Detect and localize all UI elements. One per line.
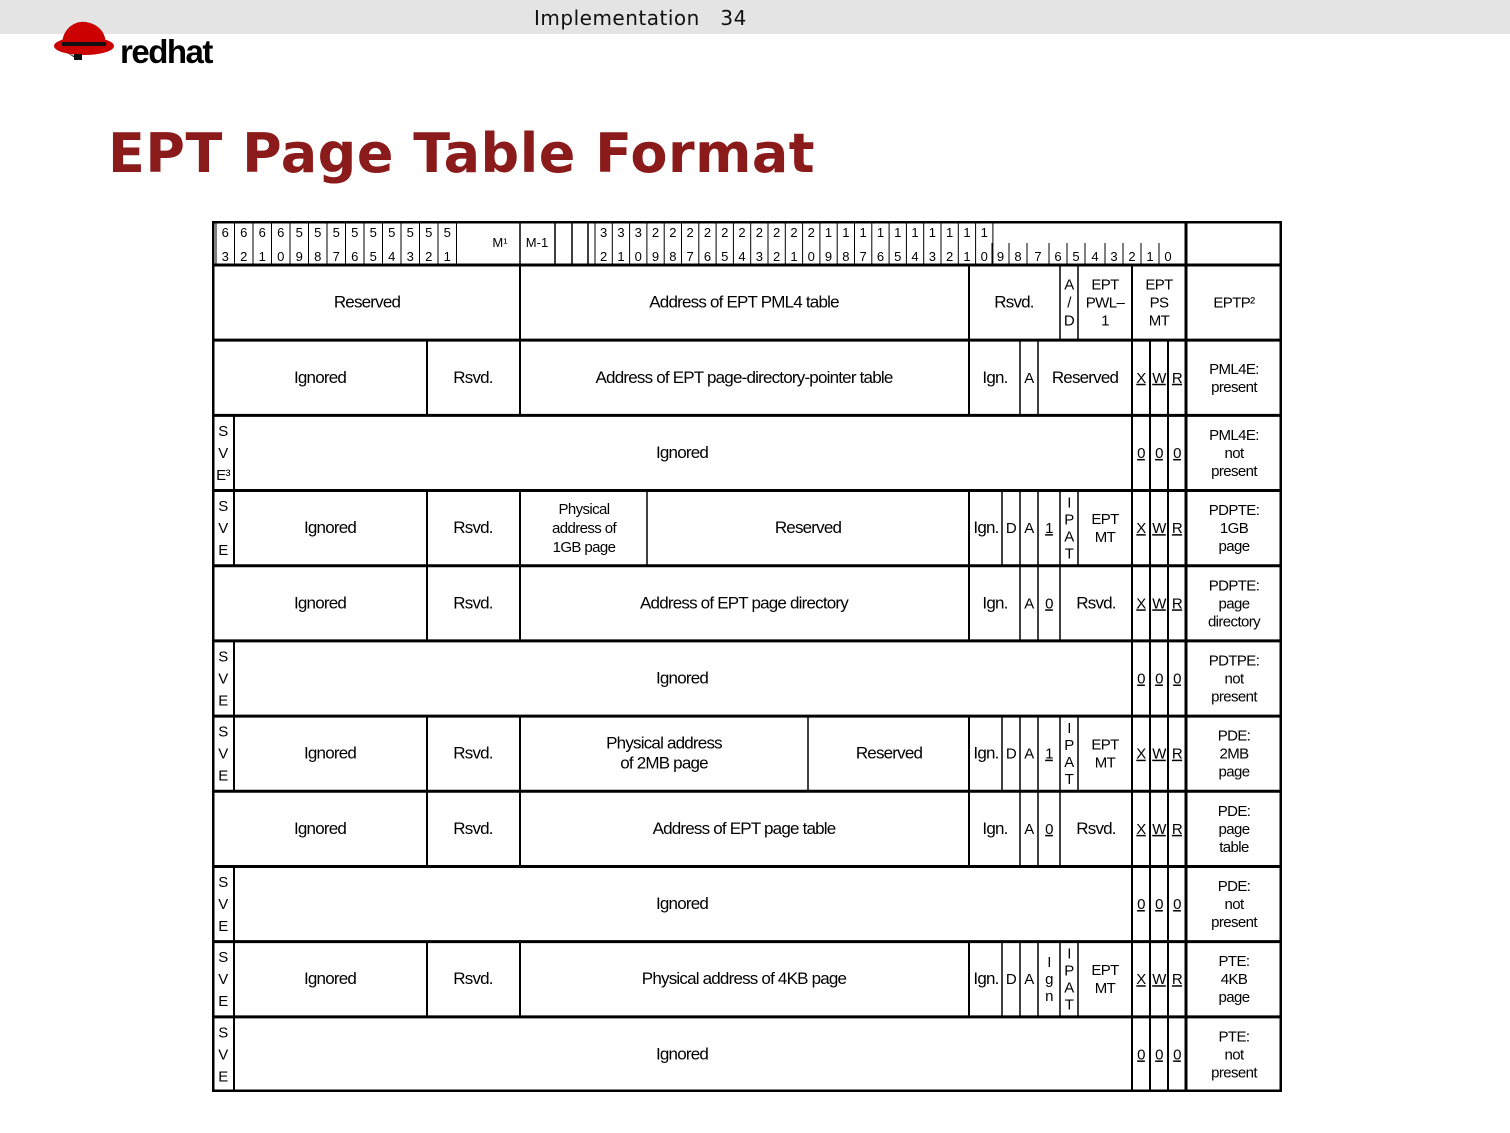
bit-number: 6 0 xyxy=(277,225,285,264)
bit-zero: 0 xyxy=(1137,670,1145,688)
ignored-field: Ignored xyxy=(655,668,709,688)
ept-format-diagram xyxy=(212,221,1282,1092)
execute-bit: X xyxy=(1136,745,1146,763)
bit-zero: 0 xyxy=(1173,444,1181,462)
bit-number: 1 7 xyxy=(859,225,867,264)
execute-bit: X xyxy=(1136,520,1146,538)
bit-zero: 0 xyxy=(1155,896,1163,914)
rsvd-field: Rsvd. xyxy=(453,743,493,763)
dirty-bit: D xyxy=(1005,520,1017,538)
bit-number: 2 0 xyxy=(807,225,815,264)
bit-number: 2 9 xyxy=(651,225,660,264)
execute-bit: X xyxy=(1136,595,1146,613)
rsvd-field: Rsvd. xyxy=(994,292,1034,312)
bit-number: 2 7 xyxy=(686,225,694,264)
bit-number: 8 xyxy=(1014,249,1022,264)
rsvd-field: Rsvd. xyxy=(453,367,493,387)
entry-type-label: EPTP² xyxy=(1213,294,1255,312)
ept-mt-field: EPT MT xyxy=(1091,511,1119,547)
ignored-field: Ignored xyxy=(293,818,347,838)
bit-number: 2 xyxy=(1128,249,1136,264)
bit-number: 1 6 xyxy=(876,225,885,264)
ept-format-table xyxy=(212,221,1282,1092)
bit-number: 6 3 xyxy=(221,225,229,264)
reserved-field: Reserved xyxy=(855,743,923,763)
bit-number-m: M¹ xyxy=(492,235,508,250)
accessed-bit: A xyxy=(1024,369,1034,387)
accessed-bit: A xyxy=(1024,745,1034,763)
entry-type-label: PML4E: not present xyxy=(1209,426,1259,480)
reserved-field: Reserved xyxy=(774,518,842,538)
ignored-field: Ignored xyxy=(655,1044,709,1064)
bit-number-m: M-1 xyxy=(525,235,549,250)
bit-zero: 0 xyxy=(1137,444,1145,462)
ept-pwl-field: EPT PWL– 1 xyxy=(1085,276,1125,330)
ign-field: Ign. xyxy=(973,969,999,989)
entry-type-label: PTE: 4KB page xyxy=(1218,953,1250,1007)
sve-bit: S V E xyxy=(218,874,228,936)
bit-number: 5 xyxy=(1072,249,1080,264)
bit-zero: 0 xyxy=(1137,1046,1145,1064)
bit-number: 7 xyxy=(1034,249,1042,264)
slide-title: EPT Page Table Format xyxy=(108,122,816,185)
bit-number: 1 1 xyxy=(963,225,971,264)
accessed-bit: A xyxy=(1024,820,1034,838)
bit-zero: 0 xyxy=(1155,1046,1163,1064)
ign-bit: I g n xyxy=(1045,954,1053,1006)
reserved-field: Reserved xyxy=(333,292,401,312)
bit-number: 1 xyxy=(1146,249,1154,264)
entry-type-label: PDE: page table xyxy=(1217,802,1251,856)
shadowman-icon xyxy=(48,18,128,78)
bit-number: 4 xyxy=(1091,249,1099,264)
read-bit: R xyxy=(1171,745,1183,763)
ign-field: Ign. xyxy=(982,818,1008,838)
write-bit: W xyxy=(1152,745,1166,763)
physical-address-field: Physical address of 2MB page xyxy=(606,733,722,773)
bit-number: 1 9 xyxy=(824,225,833,264)
address-field: Address of EPT page table xyxy=(652,818,836,838)
bit-zero: 0 xyxy=(1137,896,1145,914)
bit-number: 5 8 xyxy=(314,225,322,264)
entry-type-label: PTE: not present xyxy=(1211,1028,1257,1082)
accessed-bit: A xyxy=(1024,595,1034,613)
execute-bit: X xyxy=(1136,971,1146,989)
bit-number: 2 4 xyxy=(738,225,746,264)
entry-type-label: PDPTE: page directory xyxy=(1207,577,1261,631)
write-bit: W xyxy=(1152,971,1166,989)
entry-type-label: PDE: not present xyxy=(1211,878,1257,932)
bit-number: 9 xyxy=(996,249,1005,264)
bit-number: 5 9 xyxy=(295,225,303,264)
bit-number: 6 xyxy=(1054,249,1062,264)
entry-type-label: PDTPE: not present xyxy=(1208,652,1260,706)
ign-field: Ign. xyxy=(973,743,999,763)
write-bit: W xyxy=(1152,820,1166,838)
bit-number: 3 2 xyxy=(600,225,608,264)
execute-bit: X xyxy=(1136,369,1146,387)
address-field: Physical address of 4KB page xyxy=(641,969,847,989)
bit-number: 3 0 xyxy=(634,225,642,264)
address-field: Address of EPT page-directory-pointer table xyxy=(595,367,893,387)
ignored-field: Ignored xyxy=(293,367,347,387)
ept-mt-field: EPT MT xyxy=(1091,736,1119,772)
bit-zero: 0 xyxy=(1173,670,1181,688)
sve-bit: S V E xyxy=(218,648,228,710)
bit-number: 5 6 xyxy=(351,225,359,264)
ad-flag: A / D xyxy=(1063,276,1075,330)
logo-text: redhat xyxy=(120,33,212,70)
ipat-bit: I P A T xyxy=(1064,494,1074,563)
rsvd-field: Rsvd. xyxy=(1076,593,1116,613)
dirty-bit: D xyxy=(1005,745,1017,763)
read-bit: R xyxy=(1171,971,1183,989)
section-name: Implementation xyxy=(534,6,700,30)
ignored-field: Ignored xyxy=(655,894,709,914)
read-bit: R xyxy=(1171,520,1183,538)
bit-number: 1 8 xyxy=(842,225,850,264)
rsvd-field: Rsvd. xyxy=(453,969,493,989)
ign-field: Ign. xyxy=(982,367,1008,387)
rsvd-field: Rsvd. xyxy=(453,518,493,538)
entry-type-label: PDE: 2MB page xyxy=(1217,727,1251,781)
bit-number: 5 2 xyxy=(425,225,433,264)
read-bit: R xyxy=(1171,595,1183,613)
bit-number: 2 1 xyxy=(790,225,798,264)
address-field: Address of EPT PML4 table xyxy=(649,292,839,312)
bit-number: 2 3 xyxy=(755,225,763,264)
rsvd-field: Rsvd. xyxy=(453,593,493,613)
ignored-field: Ignored xyxy=(303,969,357,989)
bit-number: 5 1 xyxy=(443,225,451,264)
reserved-field: Reserved xyxy=(1051,367,1119,387)
bit-number: 1 2 xyxy=(946,225,954,264)
bit-number: 3 xyxy=(1110,249,1118,264)
address-field: Address of EPT page directory xyxy=(640,593,848,613)
page-size-bit: 1 xyxy=(1045,520,1053,538)
bit-number: 2 6 xyxy=(703,225,712,264)
bit-number: 1 4 xyxy=(911,225,919,264)
bit-zero: 0 xyxy=(1155,444,1163,462)
bit-number: 6 2 xyxy=(240,225,248,264)
bit-number: 6 1 xyxy=(258,225,266,264)
rsvd-field: Rsvd. xyxy=(1076,818,1116,838)
bit-number: 5 4 xyxy=(388,225,396,264)
bit-number: 5 5 xyxy=(369,225,377,264)
table-border xyxy=(213,222,1281,1091)
ignored-field: Ignored xyxy=(655,442,709,462)
sve-bit: S V E xyxy=(218,1024,228,1086)
bit-number: 2 8 xyxy=(669,225,677,264)
ignored-field: Ignored xyxy=(303,743,357,763)
bit-number: 1 0 xyxy=(980,225,988,264)
read-bit: R xyxy=(1171,369,1183,387)
sve-bit: S V E xyxy=(218,498,228,560)
accessed-bit: A xyxy=(1024,971,1034,989)
ign-field: Ign. xyxy=(973,518,999,538)
bit-zero: 0 xyxy=(1173,896,1181,914)
bit-number: 5 3 xyxy=(406,225,414,264)
write-bit: W xyxy=(1152,595,1166,613)
bit-number: 5 7 xyxy=(332,225,340,264)
section-title xyxy=(534,6,747,30)
bit-number: 2 2 xyxy=(773,225,781,264)
bit-zero: 0 xyxy=(1155,670,1163,688)
entry-type-label: PDPTE: 1GB page xyxy=(1208,502,1260,556)
entry-type-label: PML4E: present xyxy=(1209,360,1259,396)
ipat-bit: I P A T xyxy=(1064,945,1074,1014)
ept-mt-field: EPT MT xyxy=(1091,962,1119,998)
bit-number: 1 3 xyxy=(928,225,936,264)
rsvd-field: Rsvd. xyxy=(453,818,493,838)
read-bit: R xyxy=(1171,820,1183,838)
bit-number: 1 5 xyxy=(894,225,902,264)
execute-bit: X xyxy=(1136,820,1146,838)
sve-bit: S V E xyxy=(218,949,228,1011)
sve-bit: S V E³ xyxy=(216,422,230,484)
page-size-bit: 1 xyxy=(1045,745,1053,763)
ign-field: Ign. xyxy=(982,593,1008,613)
ept-ps-mt-field: EPT PS MT xyxy=(1145,276,1173,330)
write-bit: W xyxy=(1152,520,1166,538)
sve-bit: S V E xyxy=(218,723,228,785)
ignored-field: Ignored xyxy=(303,518,357,538)
accessed-bit: A xyxy=(1024,520,1034,538)
bit-number: 2 5 xyxy=(721,225,729,264)
bit-number: 3 1 xyxy=(617,225,625,264)
ipat-bit: I P A T xyxy=(1064,720,1074,789)
ignored-field: Ignored xyxy=(293,593,347,613)
page-size-bit: 0 xyxy=(1045,595,1053,613)
bit-number: 0 xyxy=(1164,249,1172,264)
write-bit: W xyxy=(1152,369,1166,387)
bit-zero: 0 xyxy=(1173,1046,1181,1064)
page-size-bit: 0 xyxy=(1045,820,1053,838)
physical-address-field: Physical address of 1GB page xyxy=(551,501,617,557)
page-number: 34 xyxy=(720,6,747,30)
dirty-bit: D xyxy=(1005,971,1017,989)
